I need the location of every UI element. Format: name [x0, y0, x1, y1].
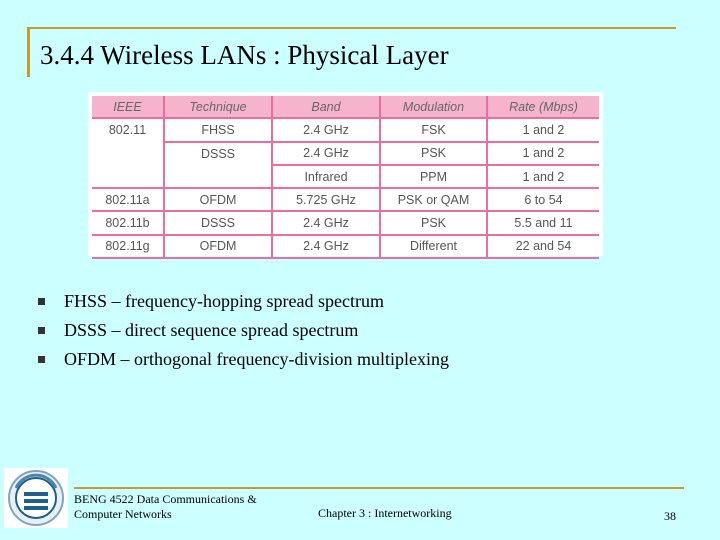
footer-rule — [74, 487, 684, 489]
title-rule-top — [27, 27, 676, 29]
table-cell: FHSS — [164, 118, 272, 141]
table-cell: PSK — [380, 142, 487, 165]
university-logo-icon — [4, 468, 68, 528]
table-cell: 802.11a — [92, 188, 164, 211]
table-row — [92, 211, 599, 234]
table-cell: 6 to 54 — [487, 188, 599, 211]
table-cell: PPM — [380, 165, 487, 188]
table-cell: OFDM — [164, 188, 272, 211]
header-cell: Band — [272, 96, 380, 118]
square-bullet-icon — [38, 356, 45, 363]
square-bullet-icon — [38, 327, 45, 334]
table-cell: 5.5 and 11 — [487, 211, 599, 234]
bullet-list — [38, 289, 449, 376]
table-row — [92, 235, 599, 258]
square-bullet-icon — [38, 298, 45, 305]
table-figure — [88, 92, 603, 256]
table-cell — [92, 142, 164, 165]
table-cell: 5.725 GHz — [272, 188, 380, 211]
header-cell: IEEE — [92, 96, 164, 118]
table-cell: 2.4 GHz — [272, 235, 380, 258]
table-cell: 2.4 GHz — [272, 142, 380, 165]
bullet-item — [38, 347, 449, 376]
page-number: 38 — [664, 509, 676, 523]
table-cell: 22 and 54 — [487, 235, 599, 258]
footer-course-line: Computer Networks — [74, 507, 172, 521]
title-rule-left — [27, 27, 30, 77]
table-cell: 1 and 2 — [487, 142, 599, 165]
bullet-text: DSSS – direct sequence spread spectrum — [64, 320, 359, 340]
footer-chapter: Chapter 3 : Internetworking — [318, 506, 452, 520]
table-row — [92, 118, 599, 141]
bullet-text: FHSS – frequency-hopping spread spectrum — [64, 291, 384, 311]
table-cell: PSK — [380, 211, 487, 234]
table-cell: 802.11b — [92, 211, 164, 234]
table-cell: 802.11g — [92, 235, 164, 258]
table-cell: 1 and 2 — [487, 165, 599, 188]
table-cell: Infrared — [272, 165, 380, 188]
table-row — [92, 165, 599, 188]
table-cell: 802.11 — [92, 118, 164, 141]
physical-layer-table — [92, 96, 599, 259]
table-cell: Different — [380, 235, 487, 258]
footer-course — [74, 492, 257, 522]
table-header-row — [92, 96, 599, 118]
table-cell: FSK — [380, 118, 487, 141]
table-cell: 2.4 GHz — [272, 211, 380, 234]
footer-course-line: BENG 4522 Data Communications & — [74, 492, 257, 506]
table-cell: OFDM — [164, 235, 272, 258]
bullet-item — [38, 289, 449, 318]
bullet-item — [38, 318, 449, 347]
table-cell — [92, 165, 164, 188]
table-row — [92, 142, 599, 165]
header-cell: Technique — [164, 96, 272, 118]
table-cell: 2.4 GHz — [272, 118, 380, 141]
header-cell: Rate (Mbps) — [487, 96, 599, 118]
table-row — [92, 188, 599, 211]
table-cell: DSSS — [164, 211, 272, 234]
header-cell: Modulation — [380, 96, 487, 118]
table-cell: PSK or QAM — [380, 188, 487, 211]
table-cell: DSSS — [164, 142, 272, 165]
table-cell — [164, 165, 272, 188]
table-cell: 1 and 2 — [487, 118, 599, 141]
bullet-text: OFDM – orthogonal frequency-division multiplexing — [64, 349, 449, 369]
slide-title: 3.4.4 Wireless LANs : Physical Layer — [40, 40, 449, 70]
